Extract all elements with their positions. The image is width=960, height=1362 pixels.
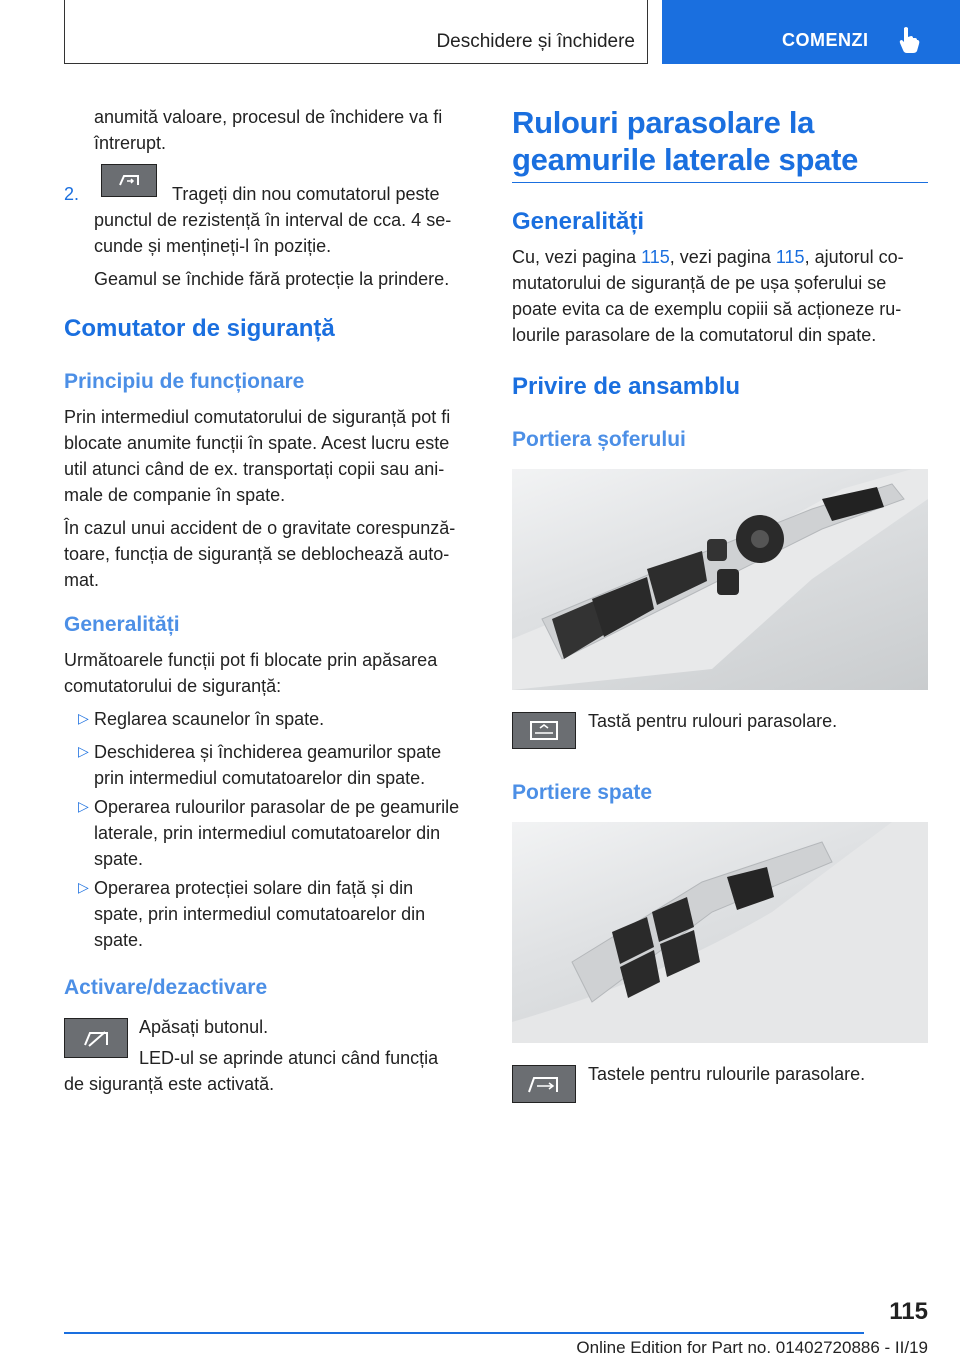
bullet-4-line-3: spate.	[94, 930, 144, 950]
header-section-title: Deschidere și închidere	[436, 31, 635, 52]
bullet-3-line-2: laterale, prin intermediul comutatoarelor din	[94, 823, 441, 843]
heading-generalitati-left: Generalități	[64, 613, 180, 636]
gen-right-line-4: lourile parasolare de la comutatorul din spate.	[512, 325, 877, 345]
accident-line-1: În cazul unui accident de o gravitate corespunză-	[64, 518, 456, 538]
main-heading-line-1: Rulouri parasolare la	[512, 105, 815, 140]
bullet-triangle-icon: ▷	[78, 710, 89, 726]
activare-line-2: LED-ul se aprinde atunci când funcția	[139, 1048, 439, 1068]
heading-generalitati-right: Generalități	[512, 208, 645, 235]
driver-door-photo	[512, 469, 928, 690]
step2-line-1: Trageți din nou comutatorul peste	[172, 184, 440, 204]
step2-note: Geamul se închide fără protecție la prindere.	[94, 269, 450, 289]
bullet-triangle-icon: ▷	[78, 743, 89, 759]
bullet-1-line-1: Reglarea scaunelor în spate.	[94, 709, 325, 729]
gen-right-line-2: mutatorului de siguranță de pe ușa șoferului se	[512, 273, 887, 293]
principiu-line-3: util atunci când de ex. transportați copii sau ani-	[64, 459, 445, 479]
principiu-line-2: blocate anumite funcții în spate. Acest lucru este	[64, 433, 450, 453]
header-tab-label: COMENZI	[782, 30, 869, 50]
heading-portiera-soferului: Portiera șoferului	[512, 428, 686, 451]
header-section-box	[64, 0, 648, 64]
bullet-4-line-1: Operarea protecției solare din față și din	[94, 878, 414, 898]
page-link-115[interactable]: 115	[641, 247, 670, 267]
header-tab-comenzi[interactable]	[662, 0, 960, 64]
heading-comutator: Comutator de siguranță	[64, 315, 335, 342]
caption-driver-door: Tastă pentru rulouri parasolare.	[588, 711, 838, 731]
step2-line-3: cunde și mențineți-l în poziție.	[94, 236, 332, 256]
bullet-triangle-icon: ▷	[78, 798, 89, 814]
step-number: 2.	[64, 184, 80, 204]
gen-left-line-2: comutatorului de siguranță:	[64, 676, 282, 696]
accident-line-3: mat.	[64, 570, 100, 590]
principiu-line-1: Prin intermediul comutatorului de siguranță pot fi	[64, 407, 451, 427]
footer-rule	[64, 1332, 864, 1334]
heading-privire: Privire de ansamblu	[512, 373, 741, 400]
intro-line-2: întrerupt.	[94, 133, 167, 153]
sunblind-button-icon	[512, 712, 576, 749]
gen-left-line-1: Următoarele funcții pot fi blocate prin apăsarea	[64, 650, 438, 670]
heading-principiu: Principiu de funcționare	[64, 370, 305, 393]
heading-activare: Activare/dezactivare	[64, 976, 268, 999]
bullet-3-line-3: spate.	[94, 849, 144, 869]
bullet-3-line-1: Operarea rulourilor parasolar de pe geamurile	[94, 797, 460, 817]
activare-line-1: Apăsați butonul.	[139, 1017, 269, 1037]
intro-line-1: anumită valoare, procesul de închidere va fi	[94, 107, 443, 127]
page-number: 115	[889, 1298, 928, 1325]
principiu-line-4: male de companie în spate.	[64, 485, 286, 505]
activare-line-3: de siguranță este activată.	[64, 1074, 275, 1094]
heading-portiere-spate: Portiere spate	[512, 781, 653, 804]
footer-edition: Online Edition for Part no. 01402720886 - II/19	[576, 1338, 928, 1357]
gen-right-line-3: poate evita ca de exemplu copiii să acționeze ru-	[512, 299, 902, 319]
bullet-2-line-1: Deschiderea și închiderea geamurilor spate	[94, 742, 442, 762]
step2-line-2: punctul de rezistență în interval de cca. 4 se-	[94, 210, 452, 230]
bullet-2-line-2: prin intermediul comutatoarelor din spate.	[94, 768, 426, 788]
bullet-triangle-icon: ▷	[78, 879, 89, 895]
caption-rear-doors: Tastele pentru rulourile parasolare.	[588, 1064, 866, 1084]
main-heading-line-2: geamurile laterale spate	[512, 142, 859, 177]
rear-door-photo	[512, 822, 928, 1043]
rear-sunblind-buttons-icon	[512, 1065, 576, 1103]
heading-rule	[512, 182, 928, 183]
window-switch-icon	[101, 164, 157, 197]
accident-line-2: toare, funcția de siguranță se deblochează auto-	[64, 544, 450, 564]
gen-right-line-1: Cu, vezi pagina 115, vezi pagina 115, ajutorul co-	[512, 247, 904, 267]
safety-switch-icon	[64, 1018, 128, 1058]
bullet-4-line-2: spate, prin intermediul comutatoarelor din	[94, 904, 426, 924]
page-link-115[interactable]: 115	[775, 247, 805, 267]
pointing-hand-icon	[898, 26, 920, 54]
